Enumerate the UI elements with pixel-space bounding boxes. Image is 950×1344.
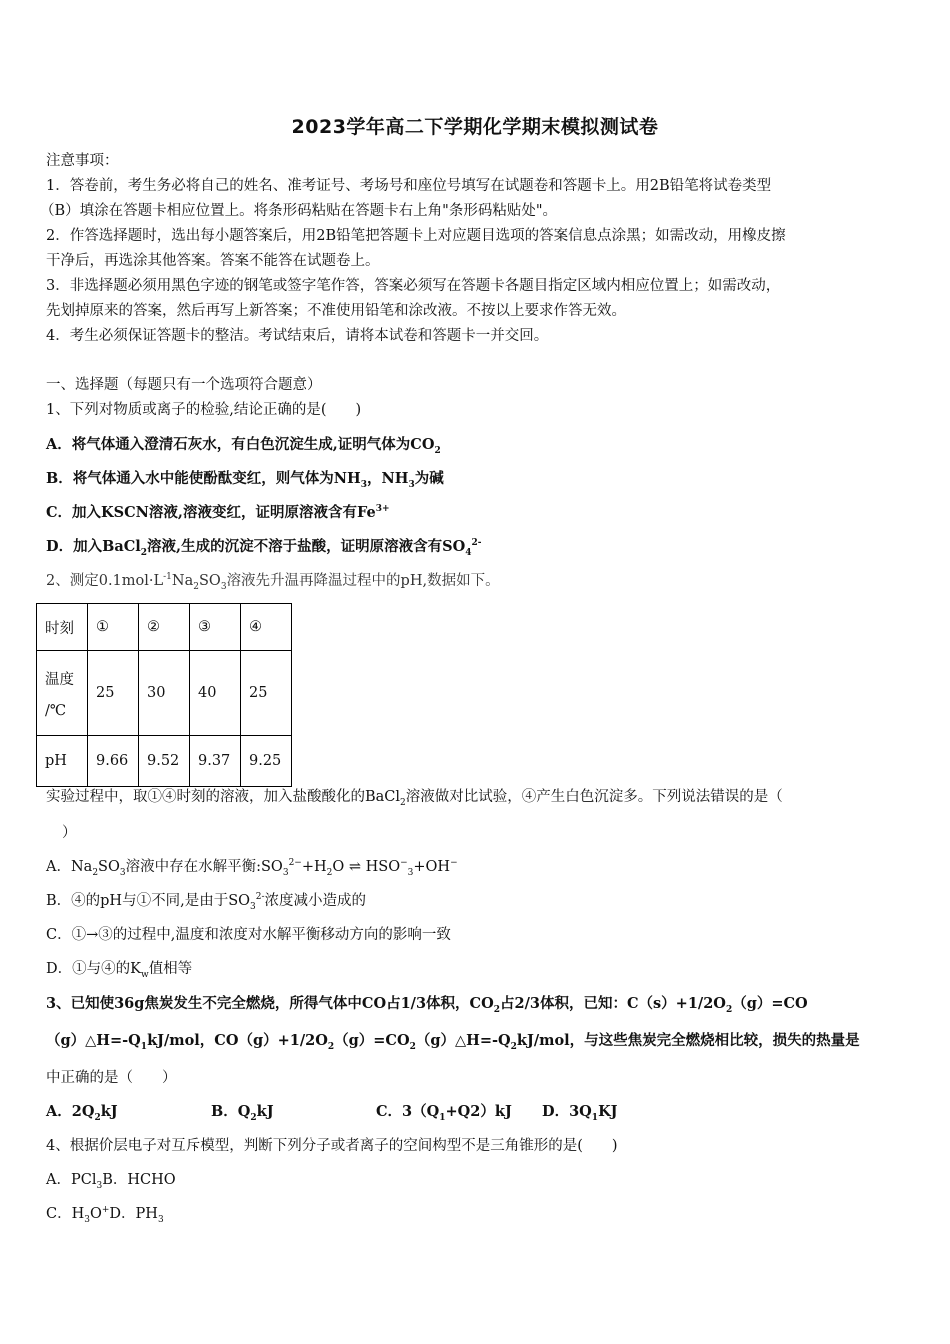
q1-stem: 1、下列对物质或离子的检验,结论正确的是( ) (46, 402, 362, 418)
q2-stem: 2、测定$0.1mol\cdot L^{-1}Na_2SO_3$溶液先升温再降温过程中的pH,数据如下。 (46, 572, 500, 592)
notice-line-3a: 3．非选择题必须用黑色字迹的钢笔或签字笔作答，答案必须写在答题卡各题目指定区域内相应位置上；如需改动， (46, 278, 781, 294)
table-row (37, 604, 292, 651)
table-cell: 9.25 (241, 736, 292, 787)
notice-heading: 注意事项： (46, 153, 119, 169)
q2-option-a: A．$Na_2SO_3$溶液中存在水解平衡$:SO_3^{2-}+H_2O$ ⇌ $HSO^-_3+OH^-$ (46, 858, 458, 878)
q2-option-c: C．①→③的过程中,温度和浓度对水解平衡移动方向的影响一致 (46, 927, 451, 943)
q4-options-ab: A．PCl$_3$B．HCHO (46, 1172, 176, 1191)
q1-option-a: A．将气体通入澄清石灰水，有白色沉淀生成,证明气体为$CO_2$ (46, 436, 441, 456)
q2-experiment-text: 实验过程中，取①④时刻的溶液，加入盐酸酸化的BaCl$_2$溶液做对比试验，④产生白色沉淀多。下列说法错误的是（ (46, 789, 783, 808)
q1-option-c: C．加入KSCN溶液,溶液变红，证明原溶液含有$Fe^{3+}$ (46, 504, 390, 521)
q1-option-d: D．加入BaCl$_2$溶液,生成的沉淀不溶于盐酸，证明原溶液含有$SO_4^{2-}$ (46, 538, 482, 558)
q2-experiment-close: ） (62, 825, 77, 841)
notice-line-2a: 2．作答选择题时，选出每小题答案后，用2B铅笔把答题卡上对应题目选项的答案信息点涂黑；如需改动，用橡皮擦 (46, 228, 786, 244)
table-cell: 25 (88, 651, 139, 736)
table-header-cell: ④ (241, 604, 292, 651)
table-row (37, 651, 292, 736)
table-cell: 9.37 (190, 736, 241, 787)
table-header-cell: 时刻 (37, 604, 88, 651)
q4-options-cd: C．$H_3O^+D$．$PH_3$ (46, 1205, 164, 1225)
q3-stem-line-3: 中正确的是（ ） (46, 1070, 177, 1086)
table-header-cell: ③ (190, 604, 241, 651)
q3-options: A．$2Q_2kJ$ B．$Q_2kJ$ C．$3(Q_1+Q2)kJ$ D．$3Q_1KJ$ (46, 1103, 618, 1123)
table-cell: 9.66 (88, 736, 139, 787)
table-header-cell: ② (139, 604, 190, 651)
table-cell: 40 (190, 651, 241, 736)
notice-line-4: 4．考生必须保证答题卡的整洁。考试结束后，请将本试卷和答题卡一并交回。 (46, 328, 549, 344)
table-cell: 25 (241, 651, 292, 736)
table-row (37, 736, 292, 787)
q2-option-d: D．①与④的$K_w$值相等 (46, 961, 193, 980)
section-heading: 一、选择题（每题只有一个选项符合题意） (46, 377, 322, 393)
q4-stem: 4、根据价层电子对互斥模型，判断下列分子或者离子的空间构型不是三角锥形的是( ) (46, 1138, 618, 1154)
q1-option-b: B．将气体通入水中能使酚酞变红，则气体为$NH_3$，$NH_3$为碱 (46, 470, 444, 490)
page-title: 2023学年高二下学期化学期末模拟测试卷 (291, 116, 659, 138)
table-label-cell: pH (37, 736, 88, 787)
notice-line-3b: 先划掉原来的答案，然后再写上新答案；不准使用铅笔和涂改液。不按以上要求作答无效。 (46, 303, 626, 319)
ph-data-table (36, 603, 292, 787)
q3-stem-line-1: 3、已知使36g焦炭发生不完全燃烧，所得气体中CO占1/3体积，$CO_2$占2/3体积，已知：$C(s)+1/2O_2(g)=CO$ (46, 995, 808, 1015)
notice-line-1a: 1．答卷前，考生务必将自己的姓名、准考证号、考场号和座位号填写在试题卷和答题卡上。用2B铅笔将试卷类型 (46, 178, 772, 194)
table-label-cell: 温度 /℃ (37, 651, 88, 736)
notice-line-2b: 干净后，再选涂其他答案。答案不能答在试题卷上。 (46, 253, 380, 269)
table-cell: 30 (139, 651, 190, 736)
q2-option-b: B．④的pH与①不同,是由于$SO_3^{2-}$浓度减小造成的 (46, 892, 367, 912)
notice-line-1b: （B）填涂在答题卡相应位置上。将条形码粘贴在答题卡右上角"条形码粘贴处"。 (40, 203, 557, 219)
table-header-cell: ① (88, 604, 139, 651)
table-cell: 9.52 (139, 736, 190, 787)
q3-stem-line-2: $(g)\triangle H=-Q_1kJ$/mol，$CO(g)+1/2O_2(g)=CO_2(g)\triangle H=-Q_2kJ$/mol，与这些焦炭完全燃烧相比较，损失的热量是 (46, 1032, 860, 1052)
